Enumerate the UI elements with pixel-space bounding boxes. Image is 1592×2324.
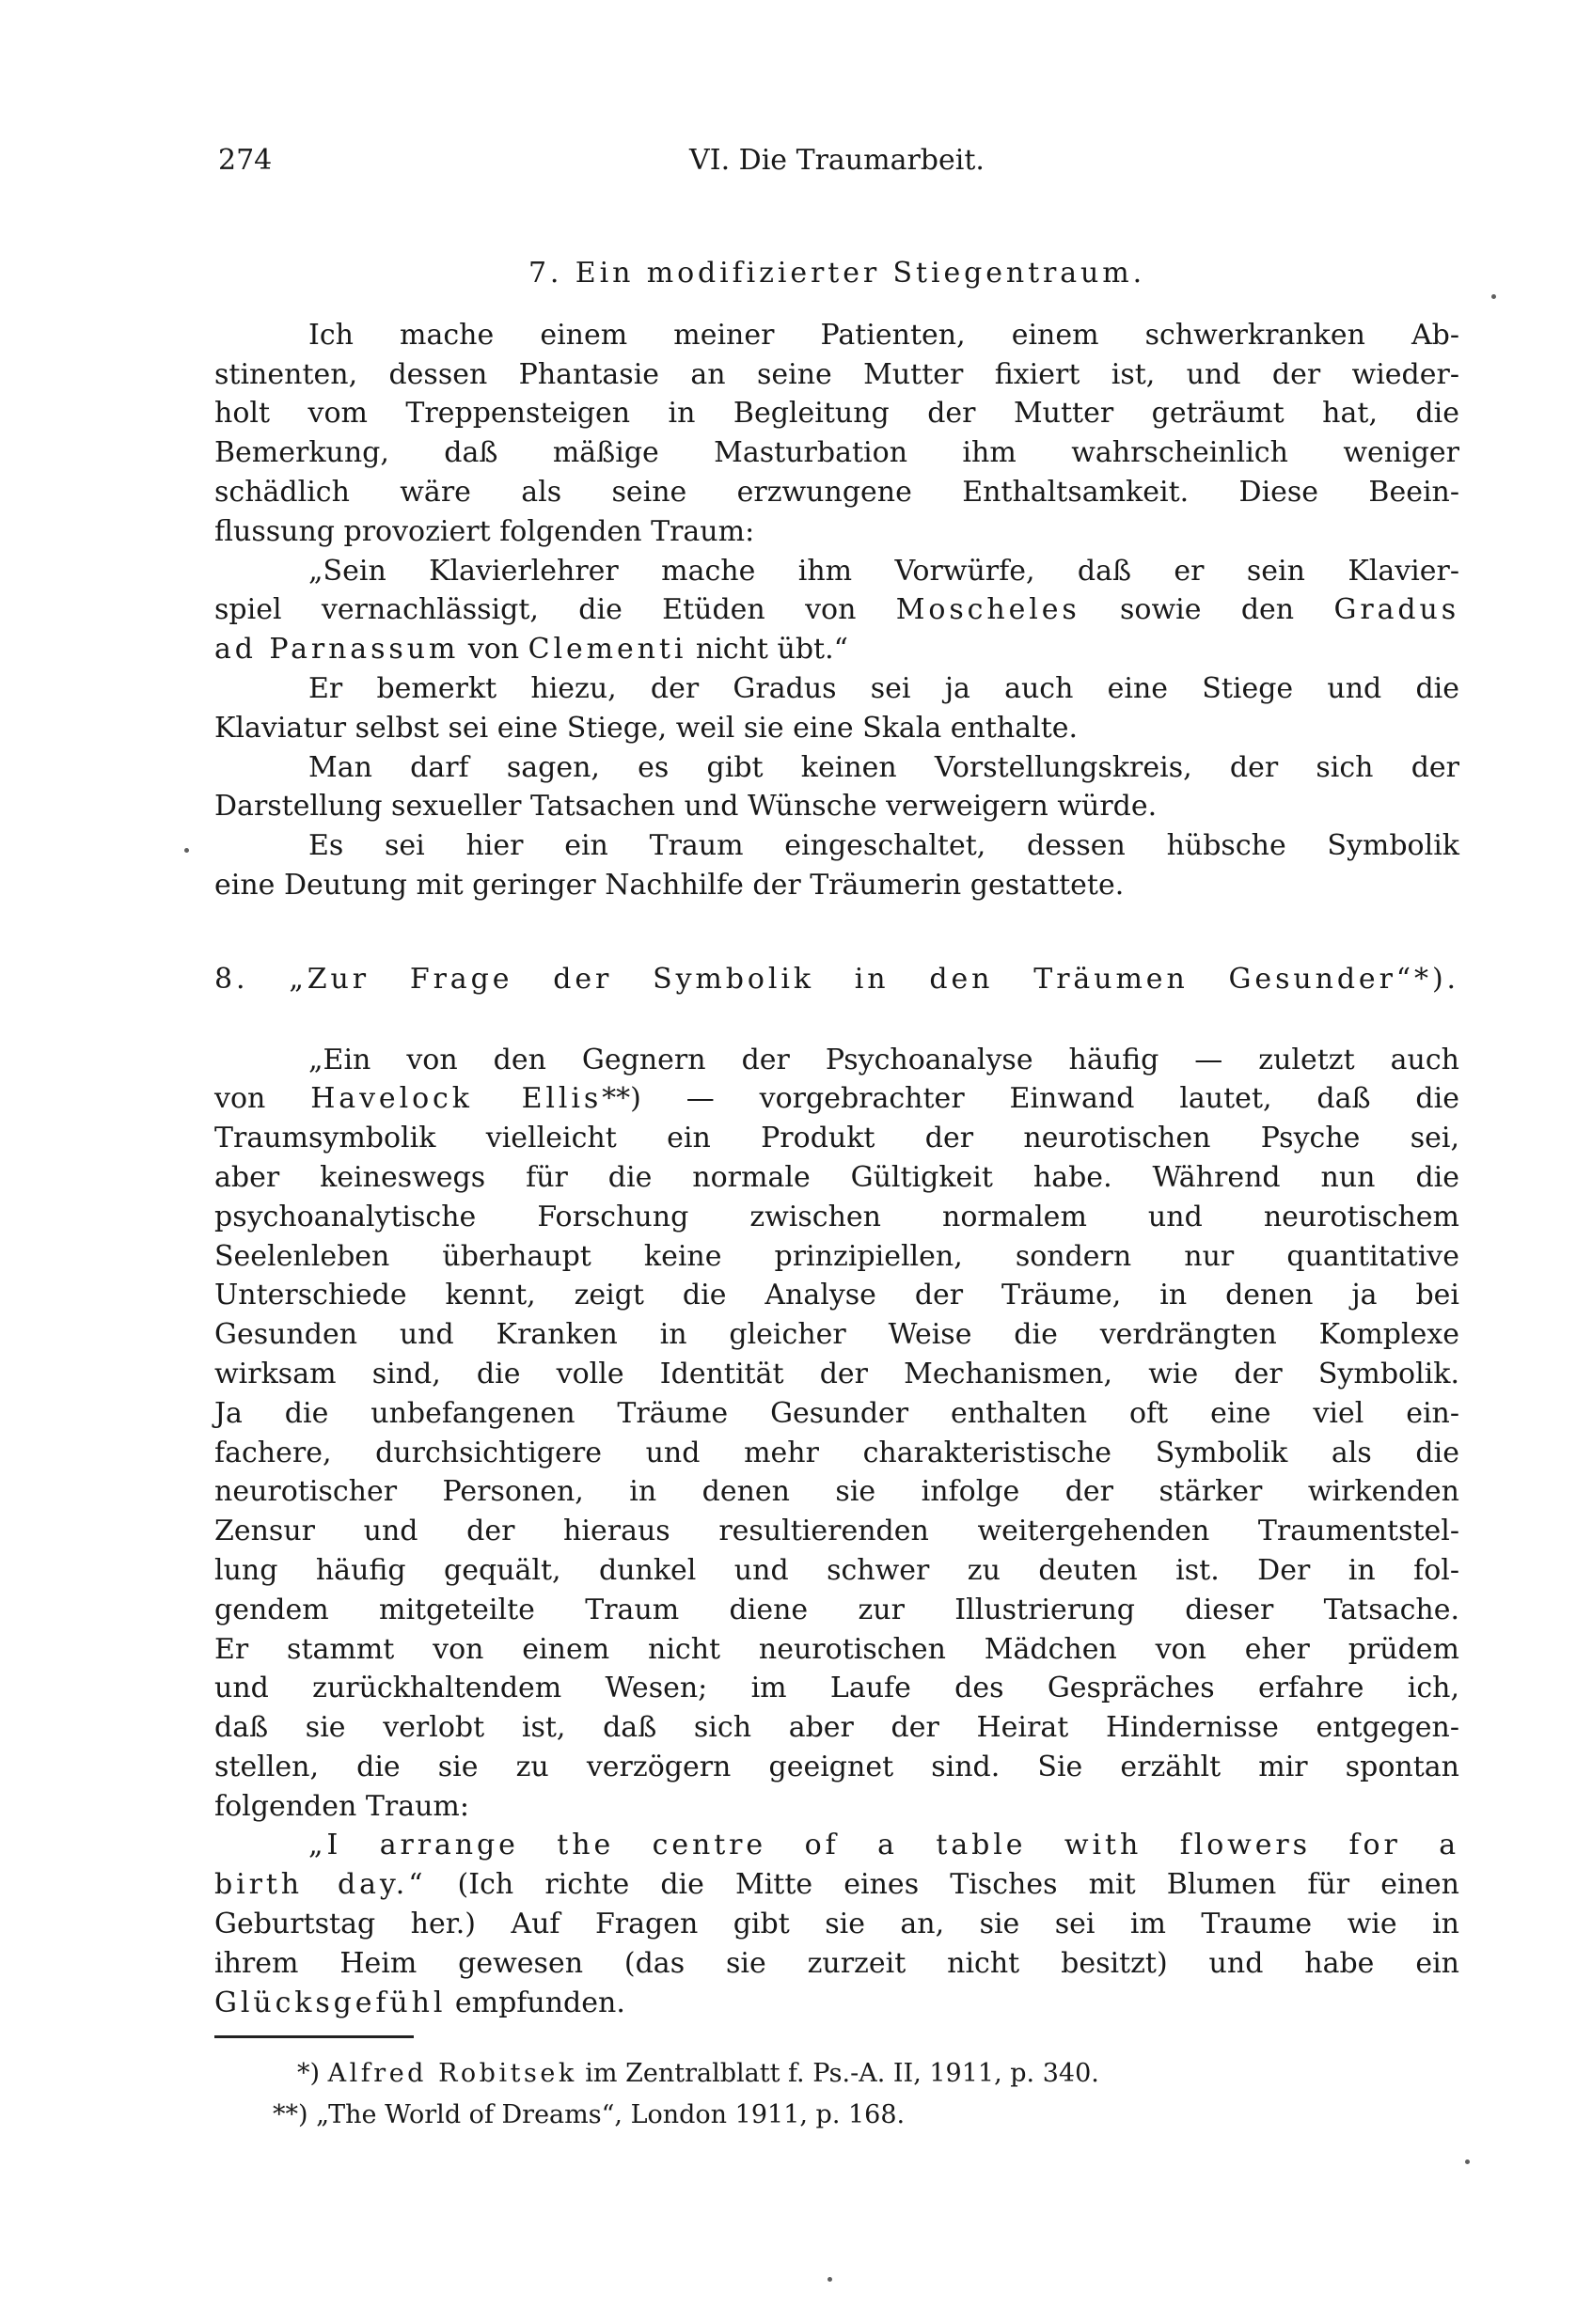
footnote-list — [214, 2053, 1459, 2136]
text-segment: Bemerkung, daß mäßige Masturbation ihm wahrscheinlich weniger — [214, 436, 1459, 470]
text-segment: Er stammt von einem nicht neurotischen Mädchen von eher prüdem — [214, 1632, 1459, 1666]
text-line — [214, 709, 1459, 748]
paragraph — [214, 748, 1459, 827]
text-line — [214, 1394, 1459, 1434]
text-segment: von — [459, 633, 528, 667]
text-segment: wirksam sind, die volle Identität der Mechanismen, wie der Symbolik. — [214, 1357, 1459, 1390]
text-segment: Traumsymbolik vielleicht ein Produkt der neurotischen Psyche sei, — [214, 1122, 1459, 1155]
scan-speck — [828, 2277, 832, 2282]
text-segment: im Zentralblatt f. Ps.-A. II, 1911, p. 340. — [576, 2059, 1099, 2089]
text-segment: Es sei hier ein Traum eingeschaltet, dessen hübsche Symbolik — [308, 829, 1459, 863]
emphasized-text: birth day.“ — [214, 1868, 427, 1902]
text-line — [214, 630, 1459, 669]
footnotes-section — [214, 2035, 1459, 2136]
text-segment: und zurückhaltendem Wesen; im Laufe des Gespräches erfahre ich, — [214, 1672, 1459, 1705]
text-line — [214, 1551, 1459, 1591]
emphasized-text: Clementi — [528, 633, 687, 667]
text-line — [214, 512, 1459, 552]
emphasized-text: 7. Ein modifizierter Stiegentraum. — [528, 257, 1146, 290]
text-segment: Man darf sagen, es gibt keinen Vorstellungskreis, der sich der — [308, 750, 1459, 784]
emphasized-text: „I arrange the centre of a table with flowers for a — [308, 1829, 1459, 1862]
text-segment: Zensur und der hieraus resultierenden weitergehenden Traumentstel- — [214, 1515, 1459, 1548]
text-segment: (Ich richte die Mitte eines Tisches mit Blumen für einen — [426, 1868, 1459, 1902]
paragraph — [214, 669, 1459, 748]
text-line — [214, 1591, 1459, 1630]
text-line — [214, 1355, 1459, 1394]
text-line — [214, 1905, 1459, 1944]
text-segment: Geburtstag her.) Auf Fragen gibt sie an, sie sei im Traume wie in — [214, 1908, 1459, 1941]
text-segment: von — [214, 1082, 311, 1116]
text-segment: lung häufig gequält, dunkel und schwer zu deuten ist. Der in fol- — [214, 1553, 1459, 1587]
page-number: 274 — [218, 144, 273, 177]
text-line — [214, 1315, 1459, 1355]
text-line — [214, 1944, 1459, 1984]
emphasized-text: Gradus — [1333, 593, 1459, 627]
text-line — [214, 669, 1459, 709]
text-segment: sowie den — [1080, 593, 1334, 627]
text-segment: **) — vorgebrachter Einwand lautet, daß die — [602, 1082, 1459, 1116]
text-line — [214, 590, 1459, 630]
text-line — [214, 866, 1459, 905]
text-line — [214, 1158, 1459, 1198]
running-chapter-title: VI. Die Traumarbeit. — [689, 144, 985, 177]
text-line — [214, 552, 1459, 591]
paragraph — [214, 552, 1459, 669]
text-line — [214, 1669, 1459, 1708]
text-segment: nicht übt.“ — [686, 633, 848, 667]
emphasized-text: Glücksgefühl — [214, 1986, 447, 2019]
text-segment: empfunden. — [446, 1986, 625, 2019]
text-line — [214, 1079, 1459, 1119]
paragraph — [214, 316, 1459, 552]
text-line — [214, 1748, 1459, 1787]
text-segment: Ja die unbefangenen Träume Gesunder enthalten oft eine viel ein- — [214, 1396, 1459, 1430]
scan-speck — [184, 848, 189, 853]
text-segment: neurotischer Personen, in denen sie infolge der stärker wirkenden — [214, 1475, 1459, 1509]
text-line — [214, 394, 1459, 433]
text-segment: Darstellung sexueller Tatsachen und Wünsche verweigern würde. — [214, 790, 1158, 824]
text-line — [214, 1237, 1459, 1277]
footnote — [214, 2053, 1459, 2095]
text-line — [214, 473, 1459, 512]
text-line — [214, 787, 1459, 826]
text-segment: folgenden Traum: — [214, 1789, 469, 1823]
emphasized-text: Havelock Ellis — [310, 1082, 603, 1116]
paragraph — [214, 1041, 1459, 1827]
emphasized-text: ad Parnassum — [214, 633, 460, 667]
footnote — [214, 2095, 1459, 2136]
text-line — [214, 1984, 1459, 2023]
text-segment: aber keineswegs für die normale Gültigkeit habe. Während nun die — [214, 1160, 1459, 1194]
text-line — [214, 1276, 1459, 1315]
text-line — [214, 316, 1459, 355]
text-segment: daß sie verlobt ist, daß sich aber der Heirat Hindernisse entgegen- — [214, 1711, 1459, 1745]
text-line — [214, 748, 1459, 788]
emphasized-text: Alfred Robitsek — [327, 2059, 577, 2089]
text-segment: „Ein von den Gegnern der Psychoanalyse häufig — zuletzt auch — [308, 1043, 1459, 1076]
text-segment: spiel vernachlässigt, die Etüden von — [214, 593, 896, 627]
text-line — [214, 1512, 1459, 1551]
text-segment: Seelenleben überhaupt keine prinzipiellen, sondern nur quantitative — [214, 1239, 1459, 1273]
text-line — [214, 1865, 1459, 1905]
text-segment: Unterschiede kennt, zeigt die Analyse der Träume, in denen ja bei — [214, 1279, 1459, 1312]
text-segment: Klaviatur selbst sei eine Stiege, weil sie eine Skala enthalte. — [214, 711, 1079, 745]
text-line — [214, 1826, 1459, 1865]
text-segment: *) — [297, 2059, 328, 2089]
text-segment: psychoanalytische Forschung zwischen normalem und neurotischem — [214, 1200, 1459, 1233]
text-line — [214, 1119, 1459, 1158]
paragraph — [214, 1826, 1459, 2022]
text-line — [214, 355, 1459, 395]
text-line — [214, 1472, 1459, 1512]
section-8-heading — [214, 960, 1459, 999]
text-segment: eine Deutung mit geringer Nachhilfe der Träumerin gestattete. — [214, 868, 1125, 902]
footnote-separator-rule — [214, 2035, 414, 2038]
text-block — [214, 254, 1459, 2022]
emphasized-text: Moscheles — [895, 593, 1080, 627]
emphasized-text: 8. „Zur Frage der Symbolik in den Träumen Gesunder“*). — [214, 962, 1459, 996]
text-segment: fachere, durchsichtigere und mehr charakteristische Symbolik als die — [214, 1436, 1459, 1469]
page-header — [214, 141, 1459, 181]
text-segment: gendem mitgeteilte Traum diene zur Illustrierung dieser Tatsache. — [214, 1593, 1459, 1626]
text-segment: schädlich wäre als seine erzwungene Enthaltsamkeit. Diese Beein- — [214, 475, 1459, 509]
text-segment: Ich mache einem meiner Patienten, einem schwerkranken Ab- — [308, 318, 1459, 352]
text-segment: holt vom Treppensteigen in Begleitung der Mutter geträumt hat, die — [214, 397, 1459, 431]
text-segment: stellen, die sie zu verzögern geeignet sind. Sie erzählt mir spontan — [214, 1750, 1459, 1783]
text-line — [214, 1198, 1459, 1237]
paragraph — [214, 826, 1459, 905]
scan-speck — [1491, 294, 1496, 299]
text-segment: stinenten, dessen Phantasie an seine Mutter fixiert ist, und der wieder- — [214, 357, 1459, 391]
text-line — [214, 1708, 1459, 1748]
scan-speck — [1465, 2159, 1470, 2164]
text-line — [214, 1434, 1459, 1473]
text-segment: **) „The World of Dreams“, London 1911, p. 168. — [273, 2100, 906, 2130]
text-segment: flussung provoziert folgenden Traum: — [214, 514, 755, 548]
text-segment: „Sein Klavierlehrer mache ihm Vorwürfe, daß er sein Klavier- — [308, 554, 1459, 588]
text-segment: Gesunden und Kranken in gleicher Weise die verdrängten Komplexe — [214, 1318, 1459, 1352]
text-line — [214, 1787, 1459, 1827]
text-line — [214, 1630, 1459, 1670]
text-line — [214, 433, 1459, 473]
text-line — [214, 1041, 1459, 1080]
text-segment: ihrem Heim gewesen (das sie zurzeit nicht besitzt) und habe ein — [214, 1946, 1459, 1980]
section-7-heading — [214, 254, 1459, 293]
text-line — [214, 826, 1459, 866]
text-segment: Er bemerkt hiezu, der Gradus sei ja auch eine Stiege und die — [308, 671, 1459, 705]
